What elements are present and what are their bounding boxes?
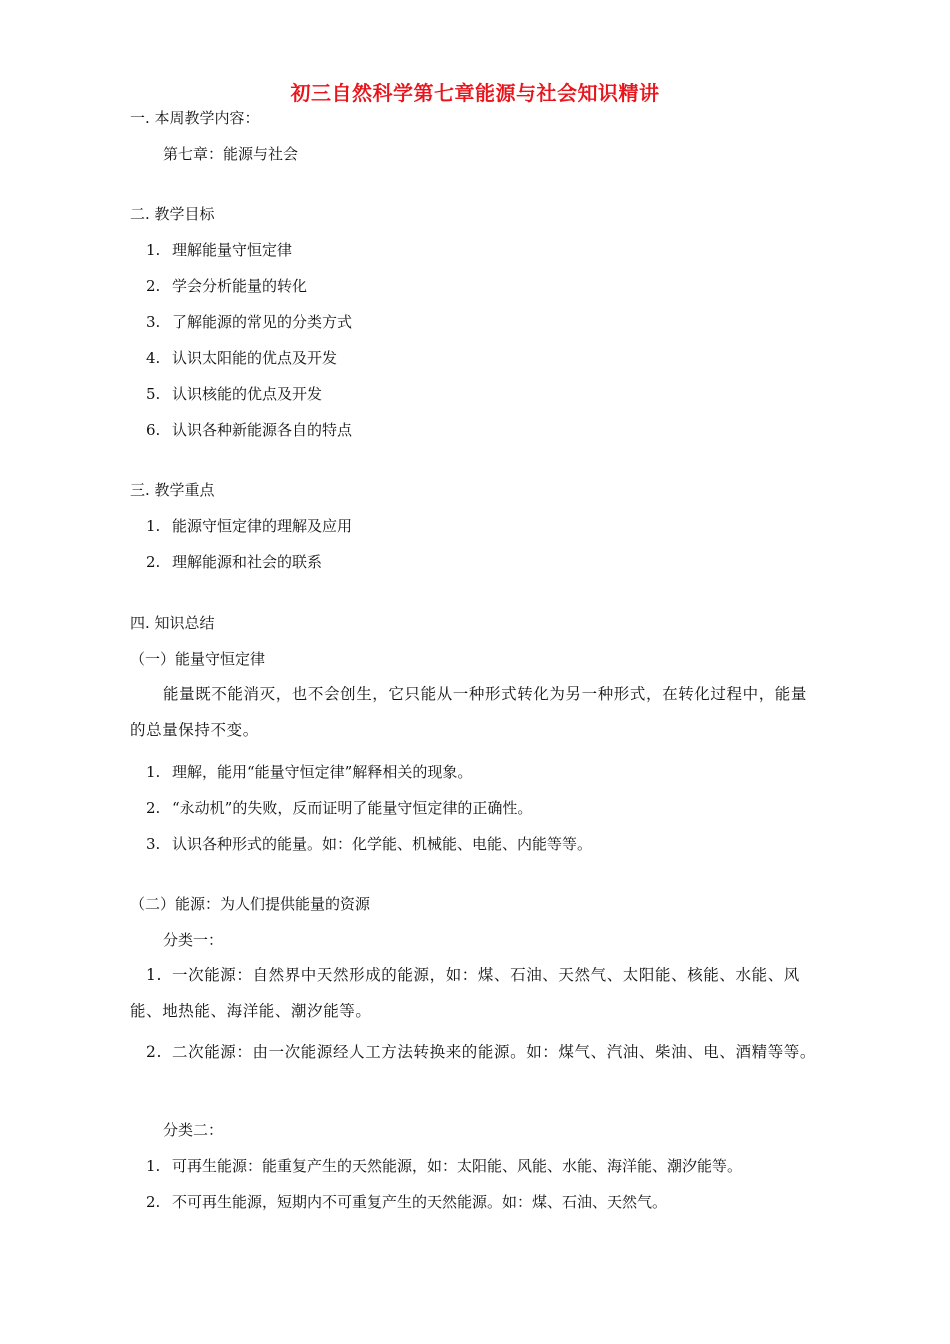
list-item-text: 认识核能的优点及开发 [172,385,323,403]
list-item-number: 1. [146,1157,161,1175]
list-item-text: 认识各种形式的能量。如：化学能、机械能、电能、内能等等。 [172,835,593,853]
document-title: 初三自然科学第七章能源与社会知识精讲 [290,81,660,105]
list-item [146,761,472,783]
list-item-text: 了解能源的常见的分类方式 [172,313,353,331]
list-item [146,347,337,369]
part1-heading: （一）能量守恒定律 [130,650,266,668]
list-item [130,957,820,1029]
list-item [146,797,532,819]
list-item-text: 二次能源：由一次能源经人工方法转换来的能源。如：煤气、汽油、柴油、电、酒精等等。 [172,1043,817,1061]
list-item-text: 理解能量守恒定律 [172,241,293,259]
classification1-label: 分类一： [163,931,224,949]
list-item [146,419,352,441]
list-item-text: 可再生能源：能重复产生的天然能源，如：太阳能、风能、水能、海洋能、潮汐能等。 [172,1157,743,1175]
list-item-number: 1. [146,966,162,984]
list-item-text: 不可再生能源，短期内不可重复产生的天然能源。如：煤、石油、天然气。 [172,1193,668,1211]
list-item [146,515,352,537]
list-item-text: 学会分析能量的转化 [172,277,308,295]
list-item-number: 1. [146,763,161,781]
list-item-text: 一次能源：自然界中天然形成的能源，如：煤、石油、天然气、太阳能、核能、水能、风能、地热能、海洋能、潮汐能等。 [130,966,800,1020]
list-item [146,551,322,573]
list-item-number: 3. [146,313,161,331]
list-item-number: 2. [146,1043,162,1061]
list-item-number: 3. [146,835,161,853]
section2-heading: 二. 教学目标 [130,205,215,223]
list-item-text: “永动机”的失败，反而证明了能量守恒定律的正确性。 [172,799,533,817]
list-item-text: 理解能源和社会的联系 [172,553,323,571]
list-item-number: 2. [146,277,161,295]
list-item [146,1155,742,1177]
part1-paragraph: 能量既不能消灭，也不会创生，它只能从一种形式转化为另一种形式，在转化过程中，能量的总量保持不变。 [130,685,808,739]
list-item [146,1191,667,1213]
list-item-text: 理解，能用“能量守恒定律”解释相关的现象。 [172,763,473,781]
section4-heading: 四. 知识总结 [130,614,215,632]
list-item [146,833,592,855]
section1-heading: 一. 本周教学内容： [130,109,260,127]
part2-heading: （二）能源：为人们提供能量的资源 [130,895,371,913]
section3-heading: 三. 教学重点 [130,481,215,499]
list-item-number: 4. [146,349,161,367]
list-item-text: 认识太阳能的优点及开发 [172,349,338,367]
list-item [146,383,322,405]
list-item-text: 能源守恒定律的理解及应用 [172,517,353,535]
list-item-number: 1. [146,517,161,535]
list-item [146,239,292,261]
list-item-number: 2. [146,1193,161,1211]
list-item [146,311,352,333]
list-item-number: 5. [146,385,161,403]
list-item [146,275,307,297]
list-item-number: 2. [146,799,161,817]
list-item-number: 6. [146,421,161,439]
list-item-number: 2. [146,553,161,571]
list-item [130,1034,820,1070]
list-item-text: 认识各种新能源各自的特点 [172,421,353,439]
classification2-label: 分类二： [163,1121,224,1139]
list-item-number: 1. [146,241,161,259]
section1-content: 第七章：能源与社会 [163,145,299,163]
